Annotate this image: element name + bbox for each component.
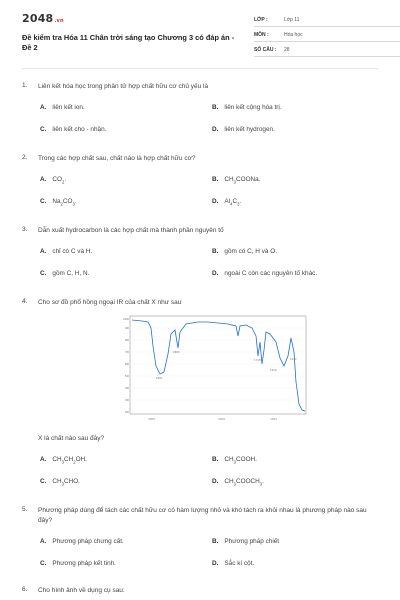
question-text: Trong các hợp chất sau, chất nào là hợp chất hữu cơ? — [38, 155, 196, 162]
formula-subscript: 2 — [62, 179, 65, 185]
question-text: Cho sơ đồ phổ hồng ngoại IR của chất X như sau — [38, 299, 182, 306]
option-c[interactable] — [40, 126, 106, 133]
option-letter: A. — [40, 176, 47, 183]
formula-part: . — [74, 198, 77, 205]
option-a[interactable] — [40, 538, 124, 545]
question-4-options — [22, 452, 382, 492]
formula-part: CO — [62, 198, 73, 205]
formula-part: OH. — [75, 456, 87, 463]
option-text: liên kết cộng hóa trị. — [224, 104, 282, 111]
option-text: gồm C, H, N. — [52, 270, 90, 277]
question-6 — [22, 586, 382, 598]
option-text: chỉ có C và H. — [52, 248, 93, 255]
option-letter: D. — [212, 270, 219, 277]
option-letter: B. — [212, 538, 219, 545]
formula-part: CH — [63, 456, 74, 463]
formula-part: . — [262, 478, 264, 485]
option-letter: C. — [40, 478, 47, 485]
option-b[interactable] — [212, 456, 257, 464]
option-c[interactable] — [40, 478, 80, 486]
option-letter: C. — [40, 198, 47, 205]
option-d[interactable] — [212, 198, 241, 206]
site-logo[interactable] — [22, 12, 64, 25]
option-b[interactable] — [212, 248, 277, 255]
formula-part: Al — [224, 198, 231, 205]
formula-subscript: 3 — [237, 201, 240, 207]
option-text: Phương pháp kết tinh. — [52, 560, 116, 567]
ir-spectrum-figure — [120, 312, 310, 427]
option-c[interactable] — [40, 198, 77, 206]
question-number: 6. — [22, 586, 28, 593]
option-letter: D. — [212, 126, 219, 133]
question-2 — [22, 154, 382, 214]
formula-part: COOCH — [235, 478, 260, 485]
page-title: Đề kiểm tra Hóa 11 Chân trời sáng tạo Chương 3 có đáp án - Đề 2 — [22, 33, 235, 52]
option-text: liên kết hydrogen. — [224, 126, 275, 133]
question-number: 3. — [22, 226, 28, 233]
header-divider — [22, 68, 378, 69]
option-letter: B. — [212, 248, 219, 255]
option-letter: B. — [212, 176, 219, 183]
meta-key: SỐ CÂU : — [254, 47, 277, 53]
formula-part: CHO. — [63, 478, 80, 485]
option-letter: B. — [212, 104, 219, 111]
y-ticks — [123, 317, 129, 414]
option-letter: D. — [212, 478, 219, 485]
option-d[interactable] — [212, 270, 317, 277]
option-letter: D. — [212, 198, 219, 205]
option-letter: C. — [40, 560, 47, 567]
formula-part: C — [232, 198, 238, 205]
question-text: Liên kết hóa học trong phân tử hợp chất hữu cơ chủ yếu là — [38, 83, 209, 90]
svg-text:40: 40 — [125, 386, 129, 390]
meta-key: MÔN : — [254, 32, 269, 38]
formula-part: . — [239, 198, 242, 205]
question-number: 1. — [22, 82, 28, 89]
option-a[interactable] — [40, 176, 66, 184]
formula-subscript: 3 — [61, 459, 64, 465]
svg-text:100: 100 — [123, 317, 129, 321]
option-text: Sắc kí cột. — [224, 560, 255, 567]
svg-text:1292: 1292 — [290, 358, 297, 361]
option-letter: C. — [40, 126, 47, 133]
question-5 — [22, 506, 382, 576]
option-b[interactable] — [212, 104, 282, 111]
svg-text:1718: 1718 — [254, 359, 261, 362]
formula-subscript: 2 — [73, 459, 76, 465]
svg-text:4000: 4000 — [148, 417, 156, 421]
formula-part: CH — [224, 478, 234, 485]
option-letter: A. — [40, 538, 47, 545]
svg-text:50: 50 — [125, 374, 129, 378]
formula-part: CH — [52, 478, 62, 485]
question-text: Dẫn xuất hydrocarbon là các hợp chất mà thành phần nguyên tố — [38, 227, 224, 234]
meta-value: Hóa học — [284, 32, 303, 38]
svg-text:2685: 2685 — [173, 351, 180, 354]
formula-part: CH — [224, 176, 234, 183]
peak-labels — [156, 350, 297, 380]
question-followup-text: X là chất nào sau đây? — [38, 435, 105, 442]
formula-part: . — [64, 176, 67, 183]
option-text: Phương pháp chiết — [224, 538, 280, 545]
option-a[interactable] — [40, 248, 92, 255]
option-letter: A. — [40, 104, 47, 111]
option-letter: B. — [212, 456, 219, 463]
question-1 — [22, 82, 382, 142]
formula-subscript: 3 — [259, 481, 263, 487]
question-number: 4. — [22, 298, 28, 305]
x-ticks — [148, 417, 277, 421]
formula-part: COOH. — [235, 456, 257, 463]
meta-value: Lớp 11 — [284, 17, 300, 23]
svg-text:30: 30 — [125, 398, 129, 402]
option-letter: C. — [40, 270, 47, 277]
option-d[interactable] — [212, 478, 264, 486]
svg-text:70: 70 — [125, 350, 129, 354]
option-text: liên kết ion. — [52, 104, 85, 111]
meta-table — [254, 12, 400, 57]
formula-part: COONa. — [235, 176, 261, 183]
formula-part: CO — [52, 176, 62, 183]
formula-part: CH — [52, 456, 62, 463]
option-letter: A. — [40, 456, 47, 463]
svg-text:90: 90 — [125, 326, 129, 330]
formula-part: CH — [224, 456, 234, 463]
plot-grid — [130, 328, 306, 400]
option-a[interactable] — [40, 104, 85, 111]
formula-subscript: 3 — [233, 481, 236, 487]
question-text: Cho hình ảnh về dụng cụ sau: — [38, 587, 125, 594]
option-text: ngoài C còn các nguyên tố khác. — [224, 270, 318, 277]
option-a[interactable] — [40, 456, 87, 464]
option-b[interactable] — [212, 176, 261, 184]
formula-subscript: 3 — [72, 201, 75, 207]
question-text: Phương pháp dùng để tách các chất hữu cơ có hàm lượng nhỏ và khó tách ra khỏi nhau là phương pháp nào sau đây? — [38, 507, 367, 524]
meta-row-class — [254, 12, 400, 27]
formula-subscript: 3 — [233, 179, 236, 185]
option-text: liên kết cho - nhận. — [52, 126, 107, 133]
formula-subscript: 3 — [233, 459, 236, 465]
question-4-followup — [22, 434, 382, 446]
meta-row-count — [254, 42, 400, 57]
plot-frame — [130, 316, 306, 414]
option-letter: A. — [40, 248, 47, 255]
svg-text:80: 80 — [125, 338, 129, 342]
question-4 — [22, 298, 382, 310]
meta-key: LỚP : — [254, 17, 268, 23]
logo-main: 2048 — [22, 12, 54, 25]
ir-spectrum-svg — [120, 312, 310, 427]
option-c[interactable] — [40, 270, 89, 277]
option-c[interactable] — [40, 560, 116, 567]
header — [22, 12, 382, 66]
option-d[interactable] — [212, 126, 275, 133]
formula-subscript: 4 — [230, 201, 233, 207]
option-text: Phương pháp chưng cất. — [52, 538, 124, 545]
option-d[interactable] — [212, 560, 254, 567]
meta-row-subject — [254, 27, 400, 42]
option-text: gồm có C, H và O. — [224, 248, 277, 255]
question-number: 5. — [22, 506, 28, 513]
meta-value: 28 — [284, 47, 290, 53]
svg-text:20: 20 — [125, 410, 129, 414]
option-letter: D. — [212, 560, 219, 567]
svg-text:2000: 2000 — [270, 417, 278, 421]
svg-text:3000: 3000 — [218, 417, 226, 421]
svg-text:60: 60 — [125, 362, 129, 366]
logo-suffix: .vn — [54, 18, 64, 24]
formula-subscript: 3 — [61, 481, 64, 487]
question-3 — [22, 226, 382, 286]
spectrum-line — [132, 320, 305, 411]
option-b[interactable] — [212, 538, 279, 545]
svg-text:1420: 1420 — [270, 369, 277, 372]
svg-text:2981: 2981 — [156, 377, 163, 380]
formula-subscript: 2 — [60, 201, 63, 207]
formula-part: Na — [52, 198, 61, 205]
question-number: 2. — [22, 154, 28, 161]
